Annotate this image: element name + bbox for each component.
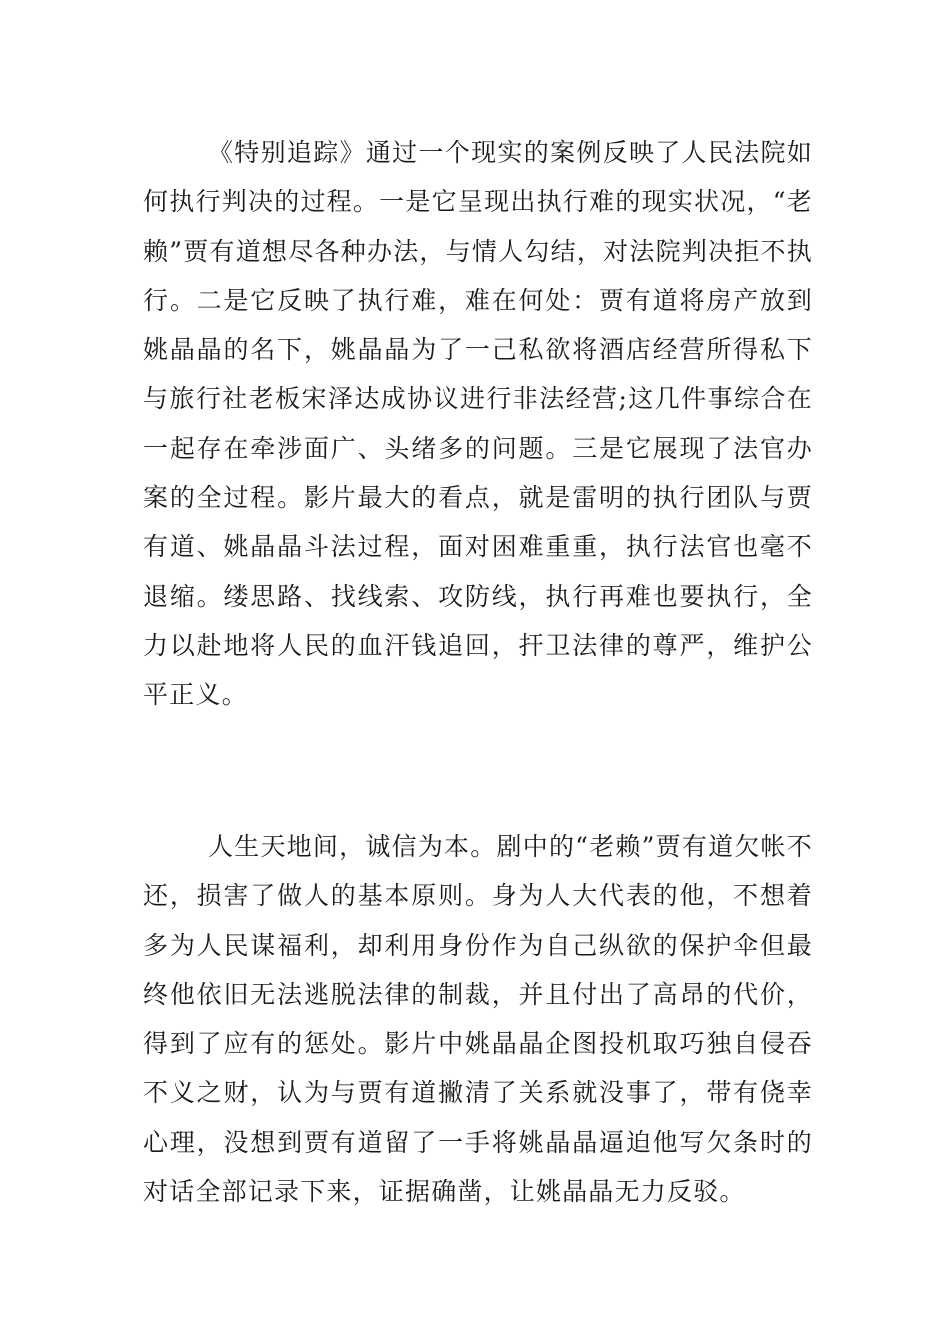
- body-paragraph-2: 人生天地间，诚信为本。剧中的“老赖”贾有道欠帐不还，损害了做人的基本原则。身为人大代表的他，不想着多为人民谋福利，却利用身份作为自己纵欲的保护伞但最终他依旧无法逃脱法律的制裁，并且付出了高昂的代价，得到了应有的惩处。影片中姚晶晶企图投机取巧独自侵吞不义之财，认为与贾有道撇清了关系就没事了，带有侥幸心理，没想到贾有道留了一手将姚晶晶逼迫他写欠条时的对话全部记录下来，证据确凿，让姚晶晶无力反驳。: [143, 832, 813, 1207]
- body-paragraph-1: 《特别追踪》通过一个现实的案例反映了人民法院如何执行判决的过程。一是它呈现出执行难的现实状况，“老赖”贾有道想尽各种办法，与情人勾结，对法院判决拒不执行。二是它反映了执行难，难在何处：贾有道将房产放到姚晶晶的名下，姚晶晶为了一己私欲将酒店经营所得私下与旅行社老板宋泽达成协议进行非法经营;这几件事综合在一起存在牵涉面广、头绪多的问题。三是它展现了法官办案的全过程。影片最大的看点，就是雷明的执行团队与贾有道、姚晶晶斗法过程，面对困难重重，执行法官也毫不退缩。缕思路、找线索、攻防线，执行再难也要执行，全力以赴地将人民的血汗钱追回，扞卫法律的尊严，维护公平正义。: [143, 138, 813, 710]
